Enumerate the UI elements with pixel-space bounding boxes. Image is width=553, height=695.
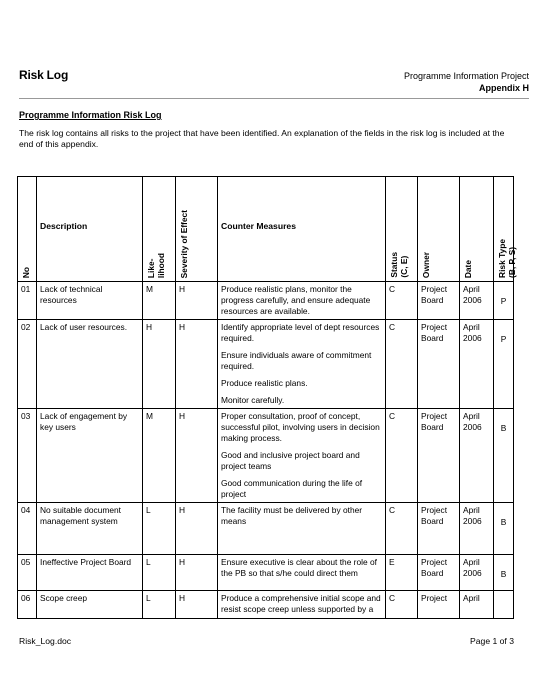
header-date xyxy=(460,177,494,282)
risk-type xyxy=(494,591,514,619)
counter-measure-item: Ensure executive is clear about the role of the PB so that s/he could direct them xyxy=(221,557,377,578)
risk-likelihood-text: L xyxy=(146,557,151,567)
risk-status xyxy=(386,282,418,320)
risk-likelihood-text: L xyxy=(146,505,151,515)
header-counter-label: Counter Measures xyxy=(221,221,296,231)
header-likelihood xyxy=(143,177,176,282)
risk-type-text: P xyxy=(500,334,507,344)
risk-likelihood xyxy=(143,282,176,320)
risk-number-text: 03 xyxy=(21,411,31,421)
risk-severity xyxy=(176,409,218,503)
risk-date-text: April 2006 xyxy=(463,284,482,305)
header-severity-label: Severity of Effect xyxy=(179,209,189,278)
risk-likelihood-text: M xyxy=(146,284,153,294)
risk-date xyxy=(460,409,494,503)
risk-date xyxy=(460,282,494,320)
risk-number xyxy=(18,503,37,555)
appendix-label: Appendix H xyxy=(478,83,529,93)
risk-owner-text: Project Board xyxy=(421,284,448,305)
risk-type-text: B xyxy=(500,569,507,579)
risk-owner-text: Project Board xyxy=(421,557,448,578)
counter-measure-item: Identify appropriate level of dept resources required. xyxy=(221,322,380,343)
project-name: Programme Information Project xyxy=(403,71,529,81)
risk-description-text: Ineffective Project Board xyxy=(40,557,132,567)
header-severity xyxy=(176,177,218,282)
risk-date xyxy=(460,591,494,619)
risk-counter-measures xyxy=(218,591,386,619)
risk-severity xyxy=(176,555,218,591)
risk-status-text: C xyxy=(389,593,396,603)
risk-severity-text: H xyxy=(179,284,186,294)
header-no xyxy=(18,177,37,282)
header-risk-type-label-a: Risk Type xyxy=(497,239,507,278)
risk-description xyxy=(37,591,143,619)
risk-counter-measures xyxy=(218,409,386,503)
risk-severity xyxy=(176,503,218,555)
risk-type xyxy=(494,555,514,591)
risk-severity-text: H xyxy=(179,557,186,567)
risk-date xyxy=(460,503,494,555)
counter-measure-item: Ensure individuals aware of commitment required. xyxy=(221,350,372,371)
header-status-label-b: (C, E) xyxy=(399,256,409,278)
risk-type-text: B xyxy=(500,517,507,527)
risk-type xyxy=(494,320,514,409)
table-row xyxy=(18,409,514,503)
footer-filename: Risk_Log.doc xyxy=(19,636,72,646)
risk-status xyxy=(386,591,418,619)
header-owner xyxy=(418,177,460,282)
risk-owner xyxy=(418,503,460,555)
header-description xyxy=(37,177,143,282)
risk-date xyxy=(460,320,494,409)
risk-date-text: April xyxy=(463,593,480,603)
counter-measure-item: Good communication during the life of project xyxy=(221,478,363,499)
risk-date-text: April 2006 xyxy=(463,557,482,578)
risk-owner-text: Project Board xyxy=(421,322,448,343)
risk-description xyxy=(37,555,143,591)
risk-description-text: Lack of engagement by key users xyxy=(40,411,128,432)
risk-description-text: No suitable document management system xyxy=(40,505,122,526)
risk-description xyxy=(37,282,143,320)
section-intro: The risk log contains all risks to the project that have been identified. An explanation of the fields in the risk log is included at the end of this appendix. xyxy=(19,128,505,149)
table-row xyxy=(18,320,514,409)
header-no-label: No xyxy=(21,266,31,278)
risk-likelihood xyxy=(143,591,176,619)
risk-likelihood-text: M xyxy=(146,411,153,421)
risk-number-text: 01 xyxy=(21,284,31,294)
risk-date-text: April 2006 xyxy=(463,411,482,432)
risk-owner xyxy=(418,320,460,409)
risk-owner xyxy=(418,555,460,591)
risk-owner xyxy=(418,591,460,619)
table-row xyxy=(18,503,514,555)
counter-measure-item: The facility must be delivered by other means xyxy=(221,505,363,526)
counter-measure-item: Produce a comprehensive initial scope and resist scope creep unless supported by a xyxy=(221,593,381,614)
risk-date xyxy=(460,555,494,591)
footer-page-number: Page 1 of 3 xyxy=(470,636,514,646)
header-owner-label: Owner xyxy=(421,251,431,278)
risk-status-text: C xyxy=(389,505,396,515)
risk-status xyxy=(386,320,418,409)
risk-owner-text: Project xyxy=(421,593,448,603)
risk-counter-measures xyxy=(218,555,386,591)
header-status xyxy=(386,177,418,282)
risk-status xyxy=(386,503,418,555)
risk-severity-text: H xyxy=(179,505,186,515)
risk-number xyxy=(18,591,37,619)
header-description-label: Description xyxy=(40,221,88,231)
section-title: Programme Information Risk Log xyxy=(19,110,162,120)
header-likelihood-label-a: Like- xyxy=(146,258,156,278)
counter-measure-item: Proper consultation, proof of concept, successful pilot, involving users in decision making process. xyxy=(221,411,380,443)
risk-status xyxy=(386,409,418,503)
table-header-row xyxy=(18,177,514,282)
counter-measure-item: Monitor carefully. xyxy=(221,395,285,405)
risk-likelihood xyxy=(143,503,176,555)
risk-status xyxy=(386,555,418,591)
counter-measure-item: Good and inclusive project board and project teams xyxy=(221,450,360,471)
risk-severity xyxy=(176,320,218,409)
risk-number-text: 06 xyxy=(21,593,31,603)
risk-description-text: Scope creep xyxy=(40,593,88,603)
counter-measure-item: Produce realistic plans. xyxy=(221,378,308,388)
risk-type xyxy=(494,282,514,320)
risk-severity-text: H xyxy=(179,322,186,332)
risk-type xyxy=(494,409,514,503)
risk-type-text: P xyxy=(500,296,507,306)
risk-likelihood xyxy=(143,555,176,591)
risk-date-text: April 2006 xyxy=(463,505,482,526)
header-right xyxy=(404,70,529,94)
risk-type xyxy=(494,503,514,555)
risk-number-text: 02 xyxy=(21,322,31,332)
table-row xyxy=(18,591,514,619)
risk-status-text: C xyxy=(389,284,396,294)
risk-likelihood-text: L xyxy=(146,593,151,603)
header-rule xyxy=(19,98,529,99)
risk-number xyxy=(18,409,37,503)
header-status-label-a: Status xyxy=(389,252,399,278)
risk-owner-text: Project Board xyxy=(421,505,448,526)
risk-description xyxy=(37,409,143,503)
risk-description-text: Lack of user resources. xyxy=(40,322,128,332)
risk-severity xyxy=(176,591,218,619)
risk-counter-measures xyxy=(218,503,386,555)
risk-date-text: April 2006 xyxy=(463,322,482,343)
header-risk-type xyxy=(494,177,517,282)
risk-rows xyxy=(18,282,514,619)
risk-likelihood xyxy=(143,409,176,503)
risk-severity xyxy=(176,282,218,320)
header-likelihood-label-b: lihood xyxy=(156,252,166,278)
risk-owner xyxy=(418,282,460,320)
header-date-label: Date xyxy=(463,259,473,278)
table-row xyxy=(18,282,514,320)
risk-counter-measures xyxy=(218,320,386,409)
risk-description-text: Lack of technical resources xyxy=(40,284,103,305)
risk-number-text: 05 xyxy=(21,557,31,567)
risk-description xyxy=(37,503,143,555)
risk-status-text: E xyxy=(389,557,395,567)
header-counter-measures xyxy=(218,177,386,282)
risk-likelihood xyxy=(143,320,176,409)
risk-type-text: B xyxy=(500,423,507,433)
document-title: Risk Log xyxy=(19,68,69,82)
risk-owner-text: Project Board xyxy=(421,411,448,432)
risk-owner xyxy=(418,409,460,503)
risk-status-text: C xyxy=(389,322,396,332)
risk-number xyxy=(18,555,37,591)
risk-description xyxy=(37,320,143,409)
risk-number-text: 04 xyxy=(21,505,31,515)
header-risk-type-label-b: (B, P, S) xyxy=(507,246,517,278)
counter-measure-item: Produce realistic plans, monitor the progress carefully, and ensure adequate resources are available. xyxy=(221,284,371,316)
risk-likelihood-text: H xyxy=(146,322,153,332)
table-row xyxy=(18,555,514,591)
risk-number xyxy=(18,320,37,409)
risk-severity-text: H xyxy=(179,411,186,421)
risk-number xyxy=(18,282,37,320)
risk-severity-text: H xyxy=(179,593,186,603)
risk-log-table xyxy=(17,176,517,619)
risk-status-text: C xyxy=(389,411,396,421)
risk-counter-measures xyxy=(218,282,386,320)
